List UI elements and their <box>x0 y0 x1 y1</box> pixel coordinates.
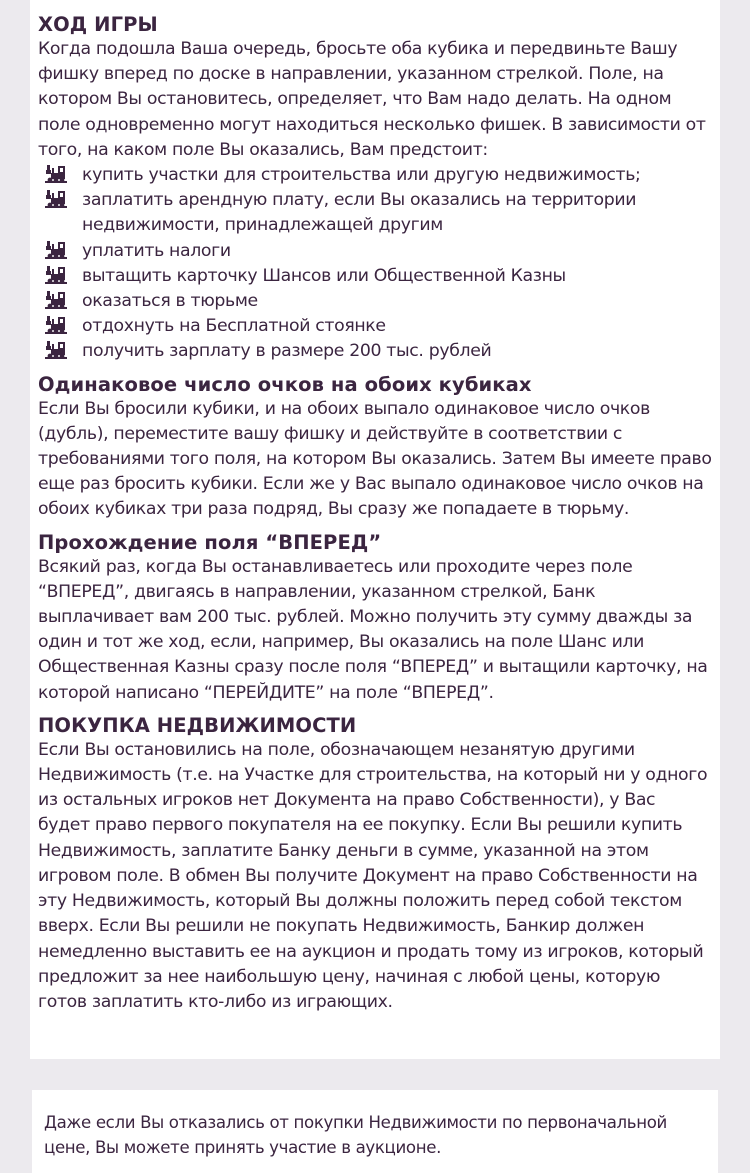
train-bullet-icon <box>44 240 68 261</box>
list-item <box>44 289 712 314</box>
list-item <box>44 314 712 339</box>
list-item-text: получить зарплату в размере 200 тыс. рублей <box>82 341 492 362</box>
go-text: Всякий раз, когда Вы останавливаетесь или проходите через поле “ВПЕРЕД”, двигаясь в направлении, указанном стрелкой, Банк выплачивает вам 200 тыс. рублей. Можно получить эту сумму дважды за один и тот же ход, если, например, Вы оказались на поле Шанс или Общественная Казны сразу после поля “ВПЕРЕД” и вытащили карточку, на которой написано “ПЕРЕЙДИТЕ” на поле “ВПЕРЕД”. <box>38 556 708 703</box>
train-bullet-icon <box>44 265 68 286</box>
go-section <box>38 530 712 706</box>
auction-note-text: Даже если Вы отказались от покупки Недвижимости по первоначальной цене, Вы можете принять участие в аукционе. <box>44 1113 667 1157</box>
gameplay-text: Когда подошла Ваша очередь, бросьте оба кубика и передвиньте Вашу фишку вперед по доске в направлении, указанном стрелкой. Поле, на котором Вы остановитесь, определяет, что Вам надо делать. На одном поле одновременно могут находиться несколько фишек. В зависимости от того, на каком поле Вы оказались, Вам предстоит: <box>38 39 706 160</box>
list-item <box>44 339 712 364</box>
list-item <box>44 264 712 289</box>
train-bullet-icon <box>44 340 68 361</box>
list-item-text: оказаться в тюрьме <box>82 291 258 312</box>
list-item <box>44 163 712 188</box>
gameplay-heading: ХОД ИГРЫ <box>38 13 158 36</box>
list-item-text: купить участки для строительства или другую недвижимость; <box>82 165 641 186</box>
doubles-text: Если Вы бросили кубики, и на обоих выпало одинаковое число очков (дубль), переместите вашу фишку и действуйте в соответствии с требованиями того поля, на котором Вы оказались. Затем Вы имеете право еще раз бросить кубики. Если же у Вас выпало одинаковое число очков на обоих кубиках три раза подряд, Вы сразу же попадаете в тюрьму. <box>38 398 712 520</box>
list-item <box>44 188 712 238</box>
gameplay-options-list <box>38 163 712 365</box>
list-item-text: уплатить налоги <box>82 240 231 261</box>
buying-section <box>38 713 712 1015</box>
rules-page-continued <box>32 1090 718 1173</box>
list-item <box>44 239 712 264</box>
buying-text: Если Вы остановились на поле, обозначающем незанятую другими Недвижимость (т.е. на Участке для строительства, на который ни у одного из остальных игроков нет Документа на право Собственности), у Вас будет право первого покупателя на ее покупку. Если Вы решили купить Недвижимость, заплатите Банку деньги в сумме, указанной на этом игровом поле. В обмен Вы получите Документ на право Собственности на эту Недвижимость, который Вы должны положить перед собой текстом вверх. Если Вы решили не покупать Недвижимость, Банкир должен немедленно выставить ее на аукцион и продать тому из игроков, который предложит за нее наибольшую цену, начиная с любой цены, которую готов заплатить кто-либо из играющих. <box>38 739 708 1012</box>
go-heading: Прохождение поля “ВПЕРЕД” <box>38 530 382 554</box>
train-bullet-icon <box>44 315 68 336</box>
doubles-section <box>38 372 712 523</box>
list-item-text: заплатить арендную плату, если Вы оказались на территории недвижимости, принадлежащей другим <box>82 190 637 236</box>
list-item-text: вытащить карточку Шансов или Общественной Казны <box>82 265 566 286</box>
list-item-text: отдохнуть на Бесплатной стоянке <box>82 316 386 337</box>
train-bullet-icon <box>44 164 68 185</box>
train-bullet-icon <box>44 189 68 210</box>
train-bullet-icon <box>44 290 68 311</box>
rules-page <box>30 0 720 1059</box>
buying-heading: ПОКУПКА НЕДВИЖИМОСТИ <box>38 713 357 737</box>
doubles-heading: Одинаковое число очков на обоих кубиках <box>38 372 532 396</box>
